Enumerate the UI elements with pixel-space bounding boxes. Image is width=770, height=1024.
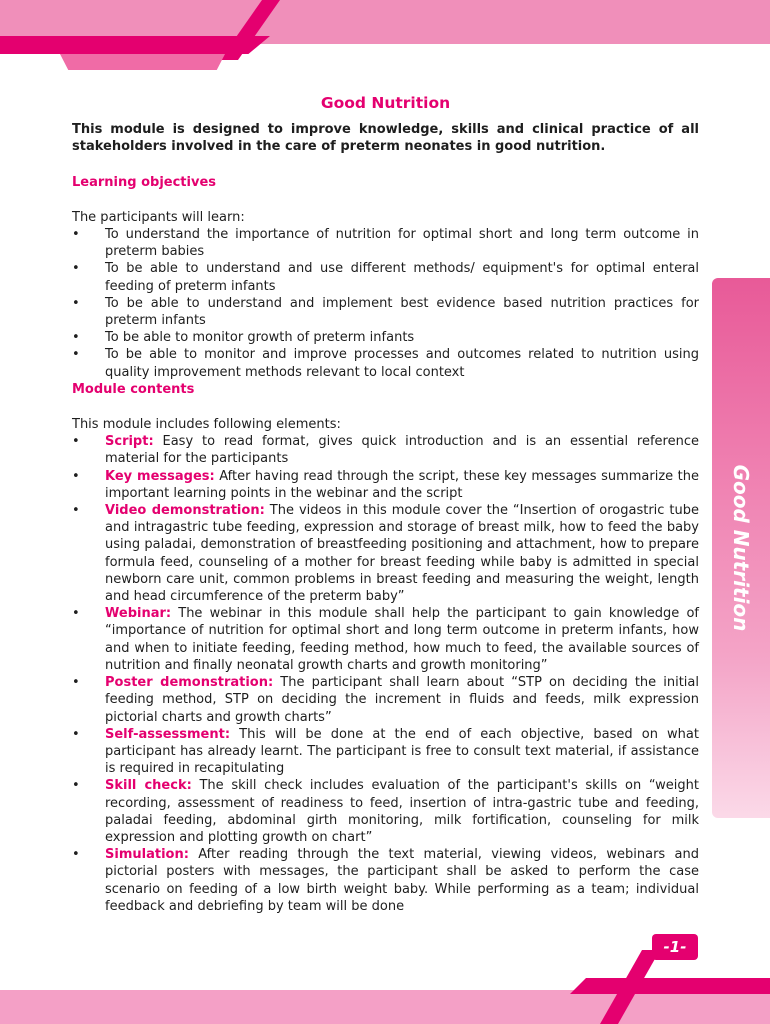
list-item-text: To be able to understand and implement best evidence based nutrition practices for preterm infants	[105, 295, 699, 329]
item-text: Easy to read format, gives quick introduction and is an essential reference material for the participants	[105, 434, 699, 467]
item-term: Webinar:	[105, 606, 172, 622]
item-text: After reading through the text material, viewing videos, webinars and pictorial posters with messages, the participant shall be asked to perform the case scenario on feeding of a low birth weight baby. While performing as a team; individual feedback and debriefing by team will be done	[105, 847, 699, 914]
page-title: Good Nutrition	[320, 94, 451, 112]
list-item-text: To be able to monitor and improve processes and outcomes related to nutrition using quality improvement methods relevant to local context	[105, 347, 699, 380]
list-item	[72, 777, 699, 846]
bullet-icon: •	[72, 726, 80, 742]
module-contents-heading: Module contents	[72, 381, 195, 397]
module-contents-lead: This module includes following elements:	[72, 417, 341, 433]
list-item-text: To be able to understand and use different methods/ equipment's for optimal enteral feeding of preterm infants	[105, 261, 699, 294]
list-item	[72, 846, 699, 915]
item-term: Simulation:	[105, 847, 189, 863]
item-term: Skill check:	[105, 778, 192, 794]
item-term: Self-assessment:	[105, 726, 231, 742]
bullet-icon: •	[72, 606, 80, 622]
learning-objectives-list	[72, 226, 699, 381]
bullet-icon: •	[72, 503, 80, 519]
item-term: Script:	[105, 434, 154, 450]
item-text: After having read through the script, these key messages summarize the important learning points in the webinar and the script	[105, 468, 699, 501]
item-term: Poster demonstration:	[105, 675, 274, 691]
bullet-icon: •	[72, 675, 80, 691]
item-text: The videos in this module cover the “Insertion of orogastric tube and intragastric tube feeding, expression and storage of breast milk, how to feed the baby using paladai, demonstration of breastfeeding positioning and attachment, how to prepare formula feed, counseling of a mother for breast feeding while baby is admitted in special newborn care unit, common problems in breast feeding and measuring the weight, length and head circumference of the preterm baby”	[105, 503, 699, 605]
bullet-icon: •	[72, 434, 80, 450]
list-item	[72, 260, 699, 294]
bullet-icon: •	[72, 330, 80, 346]
list-item	[72, 226, 699, 260]
list-item	[72, 329, 699, 346]
list-item	[72, 346, 699, 380]
item-term: Key messages:	[105, 468, 215, 484]
learning-objectives-section	[72, 174, 699, 381]
bottom-decorative-band	[0, 990, 770, 1024]
side-tab-label: Good Nutrition	[729, 464, 753, 632]
list-item	[72, 468, 699, 502]
page-number: -1-	[652, 934, 698, 960]
bullet-icon: •	[72, 778, 80, 794]
list-item	[72, 502, 699, 605]
bullet-icon: •	[72, 847, 80, 863]
list-item	[72, 295, 699, 329]
list-item	[72, 674, 699, 726]
list-item	[72, 433, 699, 467]
item-text: The participant shall learn about “STP on deciding the initial feeding method, STP on deciding the increment in fluids and feeds, milk expression pictorial charts and growth charts”	[105, 675, 699, 725]
module-contents-list	[72, 433, 699, 915]
learning-objectives-lead: The participants will learn:	[72, 209, 245, 225]
bullet-icon: •	[72, 227, 80, 243]
bullet-icon: •	[72, 347, 80, 363]
list-item	[72, 726, 699, 778]
bullet-icon: •	[72, 295, 80, 311]
list-item-text: To understand the importance of nutrition for optimal short and long term outcome in preterm babies	[105, 227, 699, 260]
bullet-icon: •	[72, 468, 80, 484]
list-item-text: To be able to monitor growth of preterm infants	[105, 330, 415, 346]
item-text: The skill check includes evaluation of the participant's skills on “weight recording, assessment of readiness to feed, insertion of intra-gastric tube and feeding, paladai feeding, abdominal girth monitoring, milk fortification, counseling for milk expression and plotting growth on chart”	[105, 778, 699, 845]
item-text: The webinar in this module shall help the participant to gain knowledge of “importance of nutrition for optimal short and long term outcome in preterm infants, how and when to initiate feeding, feeding method, how much to feed, the available sources of nutrition and finally neonatal growth charts and growth monitoring”	[105, 606, 699, 673]
page-content	[72, 95, 699, 915]
bottom-accent-stripe	[570, 978, 770, 994]
list-item	[72, 605, 699, 674]
learning-objectives-heading: Learning objectives	[72, 174, 216, 190]
item-term: Video demonstration:	[105, 503, 265, 519]
module-contents-section	[72, 381, 699, 915]
item-text: This will be done at the end of each objective, based on what participant has already learnt. The participant is free to consult text material, if assistance is required in recapitulating	[105, 726, 699, 777]
top-pink-stripe	[60, 54, 225, 70]
bullet-icon: •	[72, 261, 80, 277]
intro-paragraph: This module is designed to improve knowledge, skills and clinical practice of all stakeholders involved in the care of preterm neonates in good nutrition.	[72, 122, 699, 155]
